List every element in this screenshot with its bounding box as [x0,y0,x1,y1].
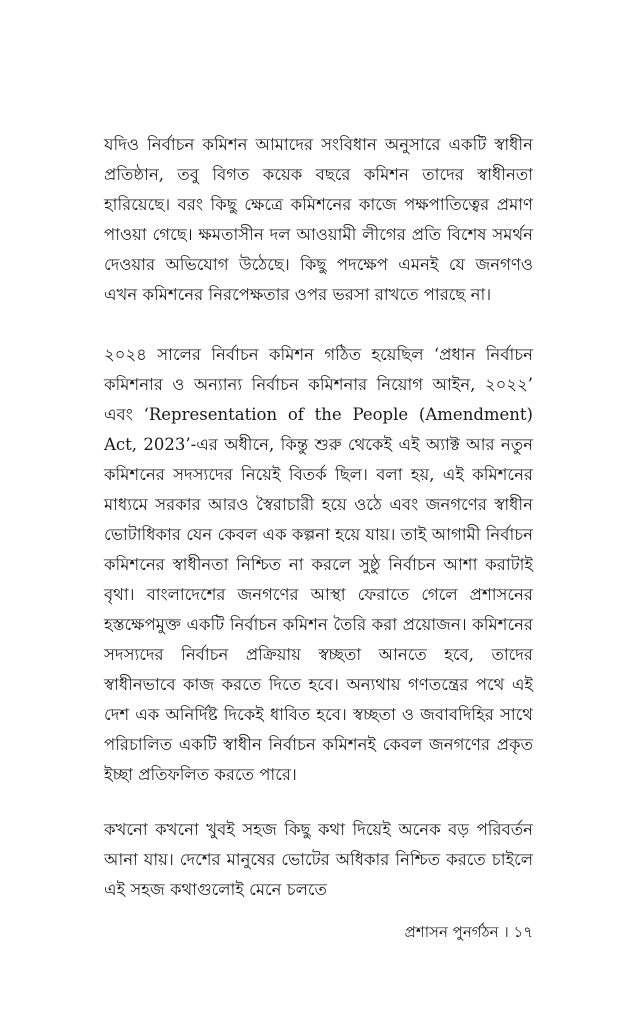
paragraph-2024-election-commission: ২০২৪ সালের নির্বাচন কমিশন গঠিত হয়েছিল ‘প্রধান নির্বাচন কমিশনার ও অন্যান্য নির্বাচন কমিশনার নিয়োগ আইন, ২০২২’ এবং ‘Representation of the People (Amendment) Act, 2023’-এর অধীনে, কিন্তু শুরু থেকেই এই অ্যাক্ট আর নতুন কমিশনের সদস্যদের নিয়েই বিতর্ক ছিল। বলা হয়, এই কমিশনের মাধ্যমে সরকার আরও স্বৈরাচারী হয়ে ওঠে এবং জনগণের স্বাধীন ভোটাধিকার যেন কেবল এক কল্পনা হয়ে যায়। তাই আগামী নির্বাচন কমিশনের স্বাধীনতা নিশ্চিত না করলে সুষ্ঠু নির্বাচন আশা করাটাই বৃথা। বাংলাদেশের জনগণের আস্থা ফেরাতে গেলে প্রশাসনের হস্তক্ষেপমুক্ত একটি নির্বাচন কমিশন তৈরি করা প্রয়োজন। কমিশনের সদস্যদের নির্বাচন প্রক্রিয়ায় স্বচ্ছতা আনতে হবে, তাদের স্বাধীনভাবে কাজ করতে দিতে হবে। অন্যথায় গণতন্ত্রের পথে এই দেশ এক অনির্দিষ্ট দিকেই ধাবিত হবে। স্বচ্ছতা ও জবাবদিহির সাথে পরিচালিত একটি স্বাধীন নির্বাচন কমিশনই কেবল জনগণের প্রকৃত ইচ্ছা প্রতিফলিত করতে পারে। [104,345,533,784]
paragraph-simple-words-change: কখনো কখনো খুবই সহজ কিছু কথা দিয়েই অনেক বড় পরিবর্তন আনা যায়। দেশের মানুষের ভোটের অধিকার নিশ্চিত করতে চাইলে এই সহজ কথাগুলোই মেনে চলতে [104,820,533,899]
paragraph-election-commission-independence: যদিও নির্বাচন কমিশন আমাদের সংবিধান অনুসারে একটি স্বাধীন প্রতিষ্ঠান, তবু বিগত কয়েক বছরে কমিশন তাদের স্বাধীনতা হারিয়েছে। বরং কিছু ক্ষেত্রে কমিশনের কাজে পক্ষপাতিত্বের প্রমাণ পাওয়া গেছে। ক্ষমতাসীন দল আওয়ামী লীগের প্রতি বিশেষ সমর্থন দেওয়ার অভিযোগ উঠেছে। কিছু পদক্ষেপ এমনই যে জনগণও এখন কমিশনের নিরপেক্ষতার ওপর ভরসা রাখতে পারছে না। [104,135,533,304]
running-footer-title-page-number: প্রশাসন পুনর্গঠন । ১৭ [404,923,533,941]
